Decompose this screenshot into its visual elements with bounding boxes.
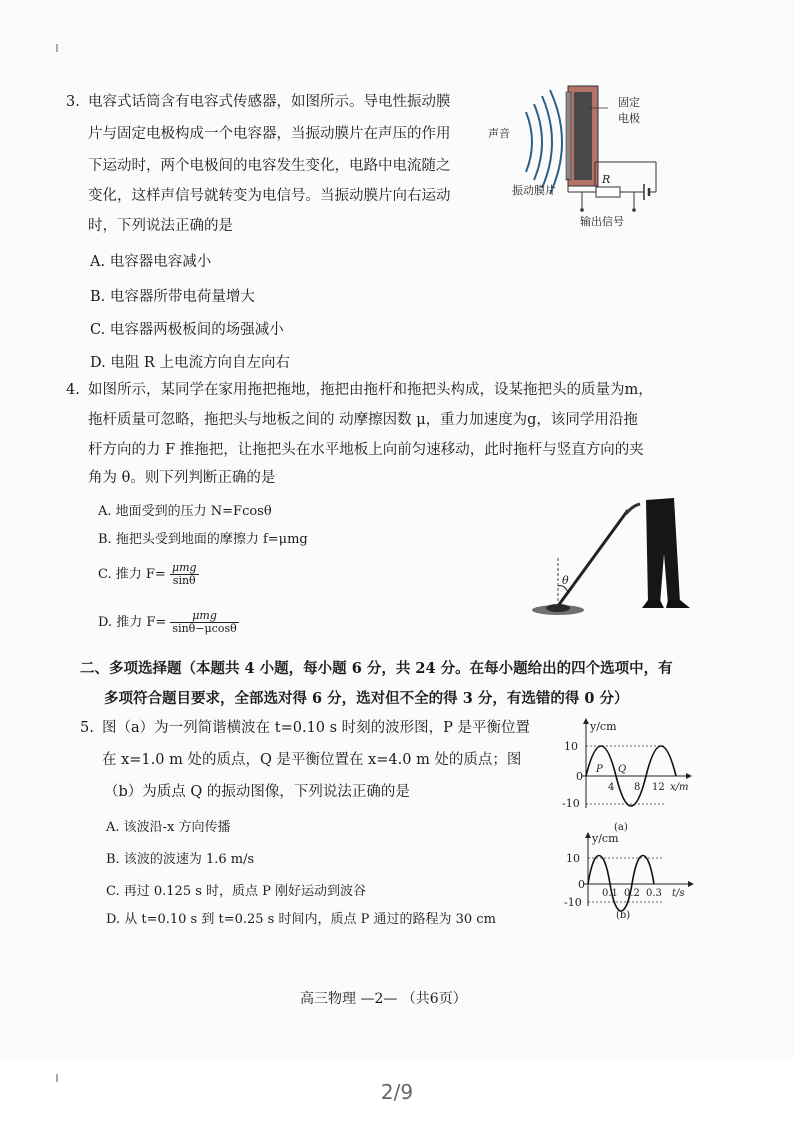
q4-option-c: [98, 562, 199, 587]
q4-option-c-fraction: [170, 562, 199, 587]
vibrating-membrane: [566, 92, 571, 180]
graph-a-ymax: 10: [564, 740, 578, 753]
graph-a-origin: 0: [576, 770, 583, 783]
person-legs: [646, 498, 680, 604]
resistor: [596, 187, 620, 197]
q4-option-c-denominator: sinθ: [172, 574, 196, 587]
q4-line-2: 拖杆质量可忽略，拖把头与地板之间的 动摩擦因数 μ，重力加速度为g，该同学用沿拖: [88, 412, 638, 428]
page-indicator: 2/9: [380, 1080, 414, 1104]
q3-number: 3.: [66, 94, 80, 110]
q4-option-c-prefix: C. 推力 F=: [98, 567, 166, 582]
q5-option-d: D. 从 t=0.10 s 到 t=0.25 s 时间内，质点 P 通过的路程为 30 cm: [106, 912, 496, 927]
angle-theta-label: θ: [562, 574, 569, 587]
graph-b-ylabel: y/cm: [592, 832, 619, 845]
q4-line-4: 角为 θ。则下列判断正确的是: [88, 470, 276, 486]
mop-handle: [558, 510, 628, 606]
q4-option-d: [98, 610, 239, 635]
sound-label: 声音: [488, 127, 510, 140]
q4-line-3: 杆方向的力 F 推拖把，让拖把头在水平地板上向前匀速移动，此时拖杆与竖直方向的夹: [88, 442, 644, 458]
graph-a-ylabel: y/cm: [590, 720, 617, 733]
q5-line-2: 在 x=1.0 m 处的质点，Q 是平衡位置在 x=4.0 m 处的质点；图: [102, 752, 522, 768]
q5-option-c: C. 再过 0.125 s 时，质点 P 刚好运动到波谷: [106, 884, 367, 899]
graph-a-tick-12: 12: [652, 782, 665, 793]
section-2-line-2: 多项符合题目要求，全部选对得 6 分，选对但不全的得 3 分，有选错的得 0 分）: [104, 690, 629, 707]
sound-wave-icon: [526, 112, 532, 172]
graph-b-caption: (b): [616, 910, 631, 921]
electrode-label-2: 电极: [618, 112, 640, 125]
q3-line-4: 变化，这样声信号就转变为电信号。当振动膜片向右运动: [88, 188, 451, 204]
vibration-graph-b: [564, 830, 702, 922]
graph-a-xlabel: x/m: [670, 782, 689, 793]
q3-option-c: C. 电容器两极板间的场强减小: [90, 322, 284, 338]
membrane-label: 振动膜片: [512, 184, 556, 197]
q3-line-1: 电容式话筒含有电容式传感器，如图所示。导电性振动膜: [88, 94, 451, 110]
page-footer: 高三物理 —2— （共6页）: [300, 991, 467, 1007]
graph-a-tick-4: 4: [608, 782, 615, 793]
graph-a-ymin: -10: [562, 797, 580, 810]
q4-number: 4.: [66, 382, 80, 398]
q4-option-c-numerator: μmg: [171, 561, 197, 574]
hand: [626, 504, 640, 514]
graph-b-tick-3: 0.3: [646, 888, 662, 899]
mopping-figure: [528, 494, 698, 616]
q3-line-2: 片与固定电极构成一个电容器，当振动膜片在声压的作用: [88, 126, 451, 142]
resistor-label: R: [602, 173, 611, 186]
graph-b-ymax: 10: [566, 852, 580, 865]
q4-option-b: B. 拖把头受到地面的摩擦力 f=μmg: [98, 532, 308, 547]
q4-option-d-fraction: [170, 610, 238, 635]
section-2-line-1: 二、多项选择题（本题共 4 小题，每小题 6 分，共 24 分。在每小题给出的四个选项中，有: [80, 660, 673, 677]
q4-option-d-numerator: μmg: [170, 610, 238, 623]
q5-line-3: （b）为质点 Q 的振动图像，下列说法正确的是: [104, 784, 410, 800]
q3-option-b: B. 电容器所带电荷量增大: [90, 289, 255, 305]
q5-line-1: 图（a）为一列简谐横波在 t=0.10 s 时刻的波形图，P 是平衡位置: [102, 720, 531, 736]
vibration-curve: [588, 856, 654, 912]
graph-a-point-q: Q: [618, 764, 627, 775]
q5-option-b: B. 该波的波速为 1.6 m/s: [106, 852, 255, 867]
graph-b-xlabel: t/s: [672, 888, 685, 899]
output-signal-label: 输出信号: [580, 215, 624, 228]
q4-option-d-prefix: D. 推力 F=: [98, 615, 167, 630]
q4-option-a: A. 地面受到的压力 N=Fcosθ: [98, 504, 272, 519]
electrode-label-1: 固定: [618, 96, 640, 109]
wave-graph-a: [562, 716, 702, 838]
q3-line-3: 下运动时，两个电极间的电容发生变化，电路中电流随之: [88, 158, 451, 174]
q4-line-1: 如图所示，某同学在家用拖把拖地，拖把由拖杆和拖把头构成，设某拖把头的质量为m，: [88, 382, 653, 398]
q3-option-a: A. 电容器电容减小: [90, 254, 212, 270]
q3-line-5: 时，下列说法正确的是: [88, 218, 233, 234]
graph-a-point-p: P: [596, 764, 603, 775]
q5-number: 5.: [80, 720, 94, 736]
graph-b-ymin: -10: [564, 896, 582, 909]
graph-b-tick-1: 0.1: [602, 888, 618, 899]
graph-a-caption: (a): [614, 822, 628, 833]
q4-option-d-denominator: sinθ−μcosθ: [172, 622, 237, 635]
graph-a-tick-8: 8: [634, 782, 641, 793]
q5-option-a: A. 该波沿-x 方向传播: [106, 820, 231, 835]
graph-b-tick-2: 0.2: [624, 888, 640, 899]
scan-mark-top: [56, 44, 58, 52]
graph-b-origin: 0: [578, 878, 585, 891]
microphone-figure: [484, 82, 674, 232]
q3-option-d: D. 电阻 R 上电流方向自左向右: [90, 355, 290, 371]
